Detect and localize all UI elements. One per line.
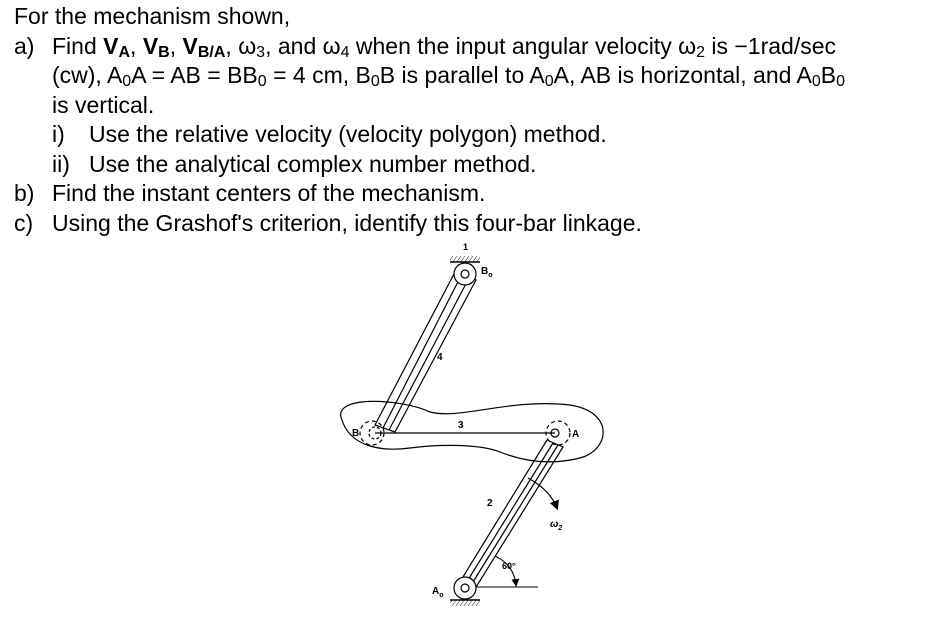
part-a-text-2: , and [265,32,323,59]
part-a-line-2: (cw), $A_0A$ = AB = $BB_0 = 4$ cm, $B_0B$ is parallel to $A_0A$, AB is horizontal, and $A_0B_0$ [52,62,846,90]
a0-label: $A_o$ [432,586,444,599]
link-2 [454,440,563,599]
angle-label: 60° [502,561,516,571]
part-a-i [14,120,944,150]
part-b-label: b) [14,180,35,206]
part-a-text-4: is −1rad/sec [704,32,837,59]
sep-3: , [225,32,239,59]
part-a-text-1: Find [52,32,104,59]
link3-label: 3 [458,420,464,431]
a-label: A [572,429,580,440]
omega2-symbol: $\omega_2$ [678,32,705,61]
vb-symbol: $V_B$ [142,32,170,61]
part-c-text: Using the Grashof's criterion, identify this four-bar linkage. [52,209,642,236]
b-label: B [352,428,360,439]
part-a-text-3: when the input angular velocity [349,32,679,59]
ground-label: 1 [463,242,469,252]
sep-2: , [169,32,183,59]
omega4-symbol: $\omega_4$ [322,32,350,61]
ground-bottom [432,586,480,606]
sep-1: , [130,32,143,59]
part-a-ii-text: Use the analytical complex number method. [89,150,537,177]
part-a-ii [14,150,944,180]
omega2-arrow [528,478,562,532]
omega3-symbol: $\omega_3$ [238,32,266,61]
part-a-line-3: is vertical. [52,91,155,118]
part-c [14,209,944,239]
part-b [14,179,944,209]
ground-top [450,242,480,262]
link4-label: 4 [437,352,443,363]
part-c-label: c) [14,209,34,236]
b0-label: $B_o$ [481,266,493,279]
part-a-i-text: Use the relative velocity (velocity polygon) method. [89,121,607,147]
vba-symbol: $V_{B/A}$ [182,32,226,61]
part-a-ii-label: ii) [52,150,70,177]
link-4 [375,263,476,432]
part-a-line-1 [14,32,944,62]
link2-label: 2 [487,498,493,509]
link-3-coupler [341,401,604,461]
intro-line: For the mechanism shown, [14,3,291,29]
problem-statement [14,2,944,238]
omega2-label: $\omega_2$ [550,519,563,532]
part-b-text: Find the instant centers of the mechanism. [52,180,486,206]
angle-indicator [476,556,538,587]
part-a-i-label: i) [52,121,65,147]
va-symbol: $V_A$ [103,32,131,61]
part-a-label: a) [14,32,35,59]
